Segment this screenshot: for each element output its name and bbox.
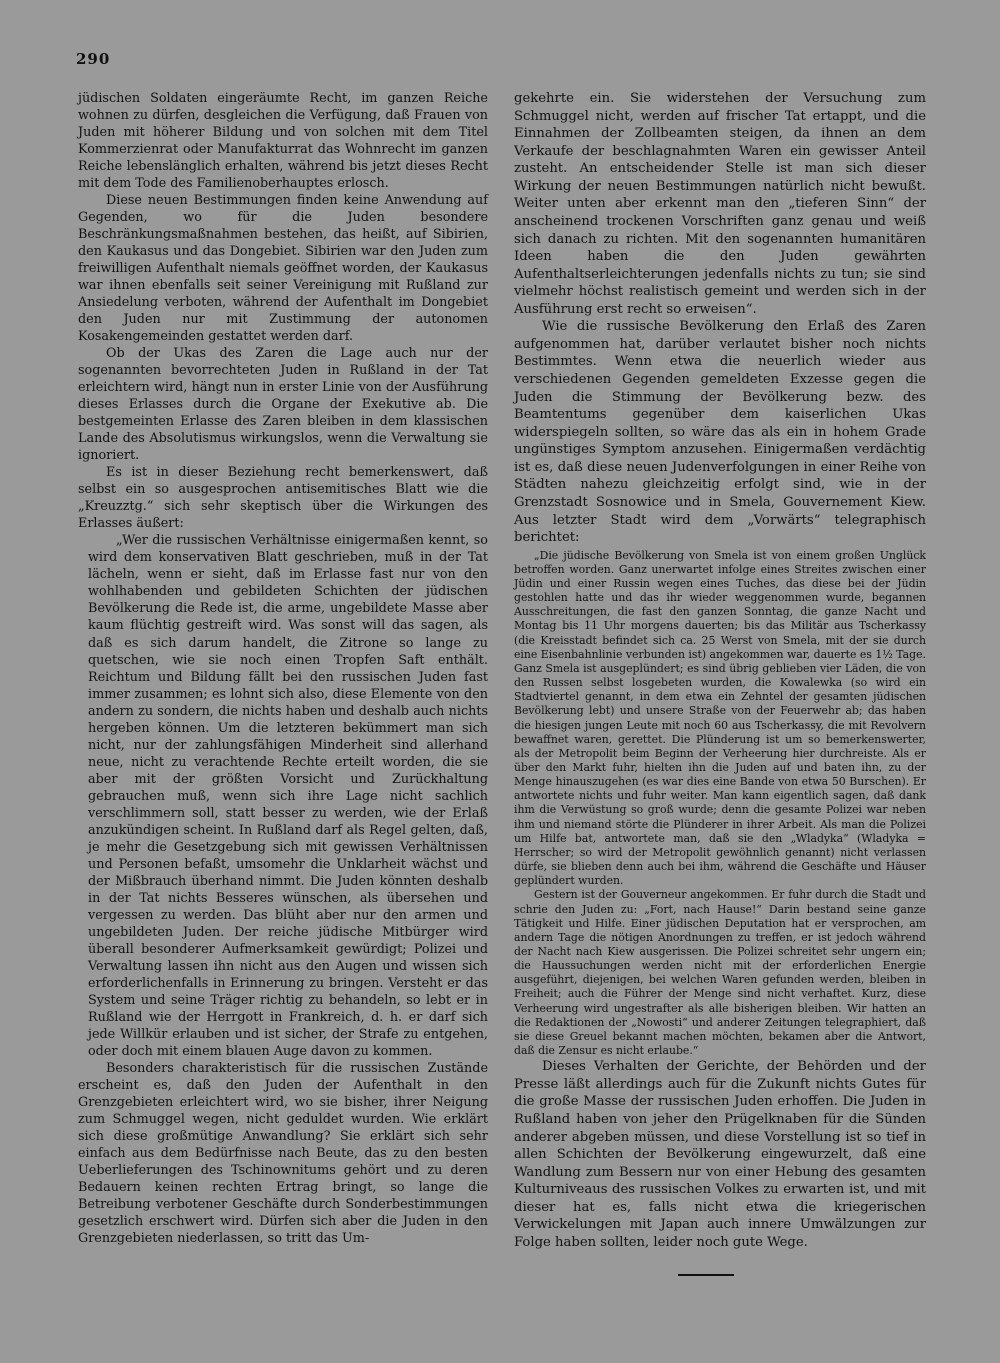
telegram-quote: „Die jüdische Bevölkerung von Smela ist von einem großen Unglück betroffen worden. Ganz unerwartet infolge eines Streites zwischen einer Jüdin und einer Russin wegen eines Tuches, das diese bei der Jüdin gestohlen hatte und das ihr wieder weggenommen wurde, begannen Ausschreitungen, die fast den ganzen Sonntag, die ganze Nacht und Montag bis 11 Uhr morgens dauerten; bis das Militär aus Tscherkassy (die Kreisstadt befindet sich ca. 25 Werst von Smela, mit der sie durch eine Eisenbahnlinie verbunden ist) angekommen war, dauerte es 1½ Tage. Ganz Smela ist ausgeplündert; es sind übrig geblieben vier Läden, die von den Russen selbst losgebeten wurden, die Kowalewka (so wird ein Stadtviertel genannt, in dem etwa ein Zehntel der gesamten jüdischen Bevölkerung lebt) und unsere Straße von der Feuerwehr ab; das haben die hiesigen jungen Leute mit noch 60 aus Tscherkassy, die mit Revolvern bewaffnet waren, gerettet. Die Plünderung ist um so bemerkenswerter, als der Metropolit beim Beginn der Verheerung hier durchreiste. Als er über den Markt fuhr, hielten ihn die Juden auf und baten ihn, zu der Menge hinauszugehen (es war dies eine Bande von etwa 50 Burschen). Er antwortete nichts und fuhr weiter. Man kann eigentlich sagen, daß dank ihm die Verwüstung so groß wurde; denn die gesamte Polizei war neben ihm und niemand störte die Plünderer in ihrer Arbeit. Als man die Polizei um Hilfe bat, antwortete man, daß sie den „Wladyka“ (Wladyka = Herrscher; so wird der Metropolit gewöhnlich genannt) nicht verlassen dürfe, sie blieben denn auch bei ihm, während die Geschäfte und Häuser geplündert wurden. [514, 548, 926, 888]
paragraph: Diese neuen Bestimmungen finden keine Anwendung auf Gegenden, wo für die Juden besondere Beschränkungsmaßnahmen bestehen, das heißt, auf Sibirien, den Kaukasus und das Dongebiet. Sibirien war den Juden zum freiwilligen Aufenthalt niemals geöffnet worden, der Kaukasus war ihnen ebenfalls seit seiner Vereinigung mit Rußland zur Ansiedelung verboten, während der Aufenthalt im Dongebiet den Juden nur mit Zustimmung der autonomen Kosakengemeinden gestattet werden darf. [78, 193, 488, 345]
quoted-paragraph: „Wer die russischen Verhältnisse einigermaßen kennt, so wird dem konservativen Blatt geschrieben, muß in der Tat lächeln, wenn er sieht, daß im Erlasse fast nur von den wohlhabenden und gebildeten Schichten der jüdischen Bevölkerung die Rede ist, die arme, ungebildete Masse aber kaum flüchtig gestreift wird. Was sonst will das sagen, als daß es sich darum handelt, die Zitrone so lange zu quetschen, wie sie noch einen Tropfen Saft enthält. Reichtum und Bildung fällt bei den russischen Juden fast immer zusammen; es lohnt sich also, diese Elemente von den andern zu sondern, die nichts haben und deshalb auch nichts hergeben können. Um die letzteren bekümmert man sich nicht, nur der zahlungsfähigen Minderheit sind allerhand neue, nicht zu verachtende Rechte erteilt worden, die sie aber mit der größten Vorsicht und Zurückhaltung gebrauchen muß, wenn sich ihre Lage nicht sachlich verschlimmern soll, statt besser zu werden, wie der Erlaß anzukündigen scheint. In Rußland darf als Regel gelten, daß, je mehr die Gesetzgebung sich mit gewissen Verhältnissen und Personen befaßt, umsomehr die Unklarheit wächst und der Mißbrauch überhand nimmt. Die Juden könnten deshalb in der Tat nichts Besseres wünschen, als übersehen und vergessen zu werden. Das blüht aber nur den armen und ungebildeten Juden. Der reiche jüdische Mitbürger wird überall besonderer Aufmerksamkeit gewürdigt; Polizei und Verwaltung lassen ihn nicht aus den Augen und wissen sich erforderlichenfalls in Erinnerung zu bringen. Versteht er das System und seine Träger richtig zu behandeln, so lebt er in Rußland wie der Herrgott in Frankreich, d. h. er darf sich jede Willkür erlauben und ist sicher, der Strafe zu entgehen, oder doch mit einem blauen Auge davon zu kommen. [88, 533, 488, 1059]
paragraph: Ob der Ukas des Zaren die Lage auch nur der sogenannten bevorrechteten Juden in Rußland in der Tat erleichtern wird, hängt nun in erster Linie von der Ausführung dieses Erlasses durch die Organe der Exekutive ab. Die bestgemeinten Erlasse des Zaren bleiben in dem klassischen Lande des Absolutismus wirkungslos, wenn die Verwaltung sie ignoriert. [78, 346, 488, 464]
paragraph: gekehrte ein. Sie widerstehen der Versuchung zum Schmuggel nicht, werden auf frischer Tat ertappt, und die Einnahmen der Zollbeamten steigen, da ihnen an dem Verkaufe der beschlagnahmten Waren ein gewisser Anteil zusteht. An entscheidender Stelle ist man sich dieser Wirkung der neuen Bestimmungen natürlich nicht bewußt. Weiter unten aber erkennt man den „tieferen Sinn“ der anscheinend trockenen Vorschriften ganz genau und weiß sich danach zu richten. Mit den sogenannten humanitären Ideen haben die den Juden gewährten Aufenthaltserleichterungen jedenfalls nichts zu tun; sie sind vielmehr höchst realistisch gemeint und werden sich in der Ausführung erst recht so erweisen“. [514, 91, 926, 317]
paragraph: Dieses Verhalten der Gerichte, der Behörden und der Presse läßt allerdings auch für die Zukunft nichts Gutes für die große Masse der russischen Juden erhoffen. Die Juden in Rußland haben von jeher den Prügelknaben für die Sünden anderer abgeben müssen, und diese Vorstellung ist so tief in allen Schichten der Bevölkerung eingewurzelt, daß eine Wandlung zum Bessern nur von einer Hebung des gesamten Kulturniveaus des russischen Volkes zu erwarten ist, und mit dieser hat es, falls nicht etwa die kriegerischen Verwickelungen mit Japan auch innere Umwälzungen zur Folge haben sollten, leider noch gute Wege. [514, 1059, 926, 1250]
left-column [78, 90, 488, 1247]
telegram-quote: Gestern ist der Gouverneur angekommen. Er fuhr durch die Stadt und schrie den Juden zu: „Fort, nach Hause!“ Darin bestand seine ganze Tätigkeit und Hilfe. Einer jüdischen Deputation hat er versprochen, am andern Tage die nötigen Anordnungen zu treffen, er ist jedoch während der Nacht nach Kiew ausgerissen. Die Polizei schreitet sehr ungern ein; die Haussuchungen werden nicht mit der erforderlichen Energie ausgeführt, diejenigen, bei welchen Waren gefunden werden, bleiben in Freiheit; auch die Führer der Menge sind nicht verhaftet. Kurz, diese Verheerung wird ungestrafter als alle bisherigen bleiben. Wir hatten an die Redaktionen der „Nowosti“ und anderer Zeitungen telegraphiert, daß sie diese Greuel bekannt machen möchten, bekamen aber die Antwort, daß die Zensur es nicht erlaube.“ [514, 888, 926, 1058]
paragraph: Besonders charakteristisch für die russischen Zustände erscheint es, daß den Juden der Aufenthalt in den Grenzgebieten erleichtert wird, wo sie bisher, ihrer Neigung zum Schmuggel wegen, nicht geduldet wurden. Wie erklärt sich diese großmütige Anwandlung? Sie erklärt sich sehr einfach aus dem Bedürfnisse nach Beute, das zu den besten Ueberlieferungen des Tschinownitums gehört und zu deren Bedauern keinen rechten Ertrag bringt, so lange die Betreibung verbotener Geschäfte durch Sonderbestimmungen gesetzlich erschwert wird. Dürfen sich aber die Juden in den Grenzgebieten niederlassen, so tritt das Um- [78, 1060, 488, 1247]
paragraph: Es ist in dieser Beziehung recht bemerkenswert, daß selbst ein so ausgesprochen antisemitisches Blatt wie die „Kreuzztg.“ sich sehr skeptisch über die Wirkungen des Erlasses äußert: [78, 465, 488, 532]
closing-rule [678, 1274, 734, 1276]
page-number: 290 [76, 50, 111, 68]
right-column [514, 90, 926, 1251]
paragraph: Wie die russische Bevölkerung den Erlaß des Zaren aufgenommen hat, darüber verlautet bisher noch nichts Bestimmtes. Wenn etwa die neuerlich wieder aus verschiedenen Gegenden gemeldeten Exzesse gegen die Juden die Stimmung der Bevölkerung bezw. des Beamtentums gegenüber dem kaiserlichen Ukas widerspiegeln sollten, so wäre das als ein in hohem Grade ungünstiges Symptom anzusehen. Einigermaßen verdächtig ist es, daß diese neuen Judenverfolgungen in einer Reihe von Städten nahezu gleichzeitig erfolgt sind, wie in der Grenzstadt Sosnowice und in Smela, Gouvernement Kiew. Aus letzter Stadt wird dem „Vorwärts“ telegraphisch berichtet: [514, 319, 926, 546]
paragraph: jüdischen Soldaten eingeräumte Recht, im ganzen Reiche wohnen zu dürfen, desgleichen die Verfügung, daß Frauen von Juden mit höherer Bildung und von solchen mit dem Titel Kommerzienrat oder Manufakturrat das Wohnrecht im ganzen Reiche lebenslänglich erhalten, während bis jetzt dieses Recht mit dem Tode des Familienoberhauptes erlosch. [78, 91, 488, 192]
